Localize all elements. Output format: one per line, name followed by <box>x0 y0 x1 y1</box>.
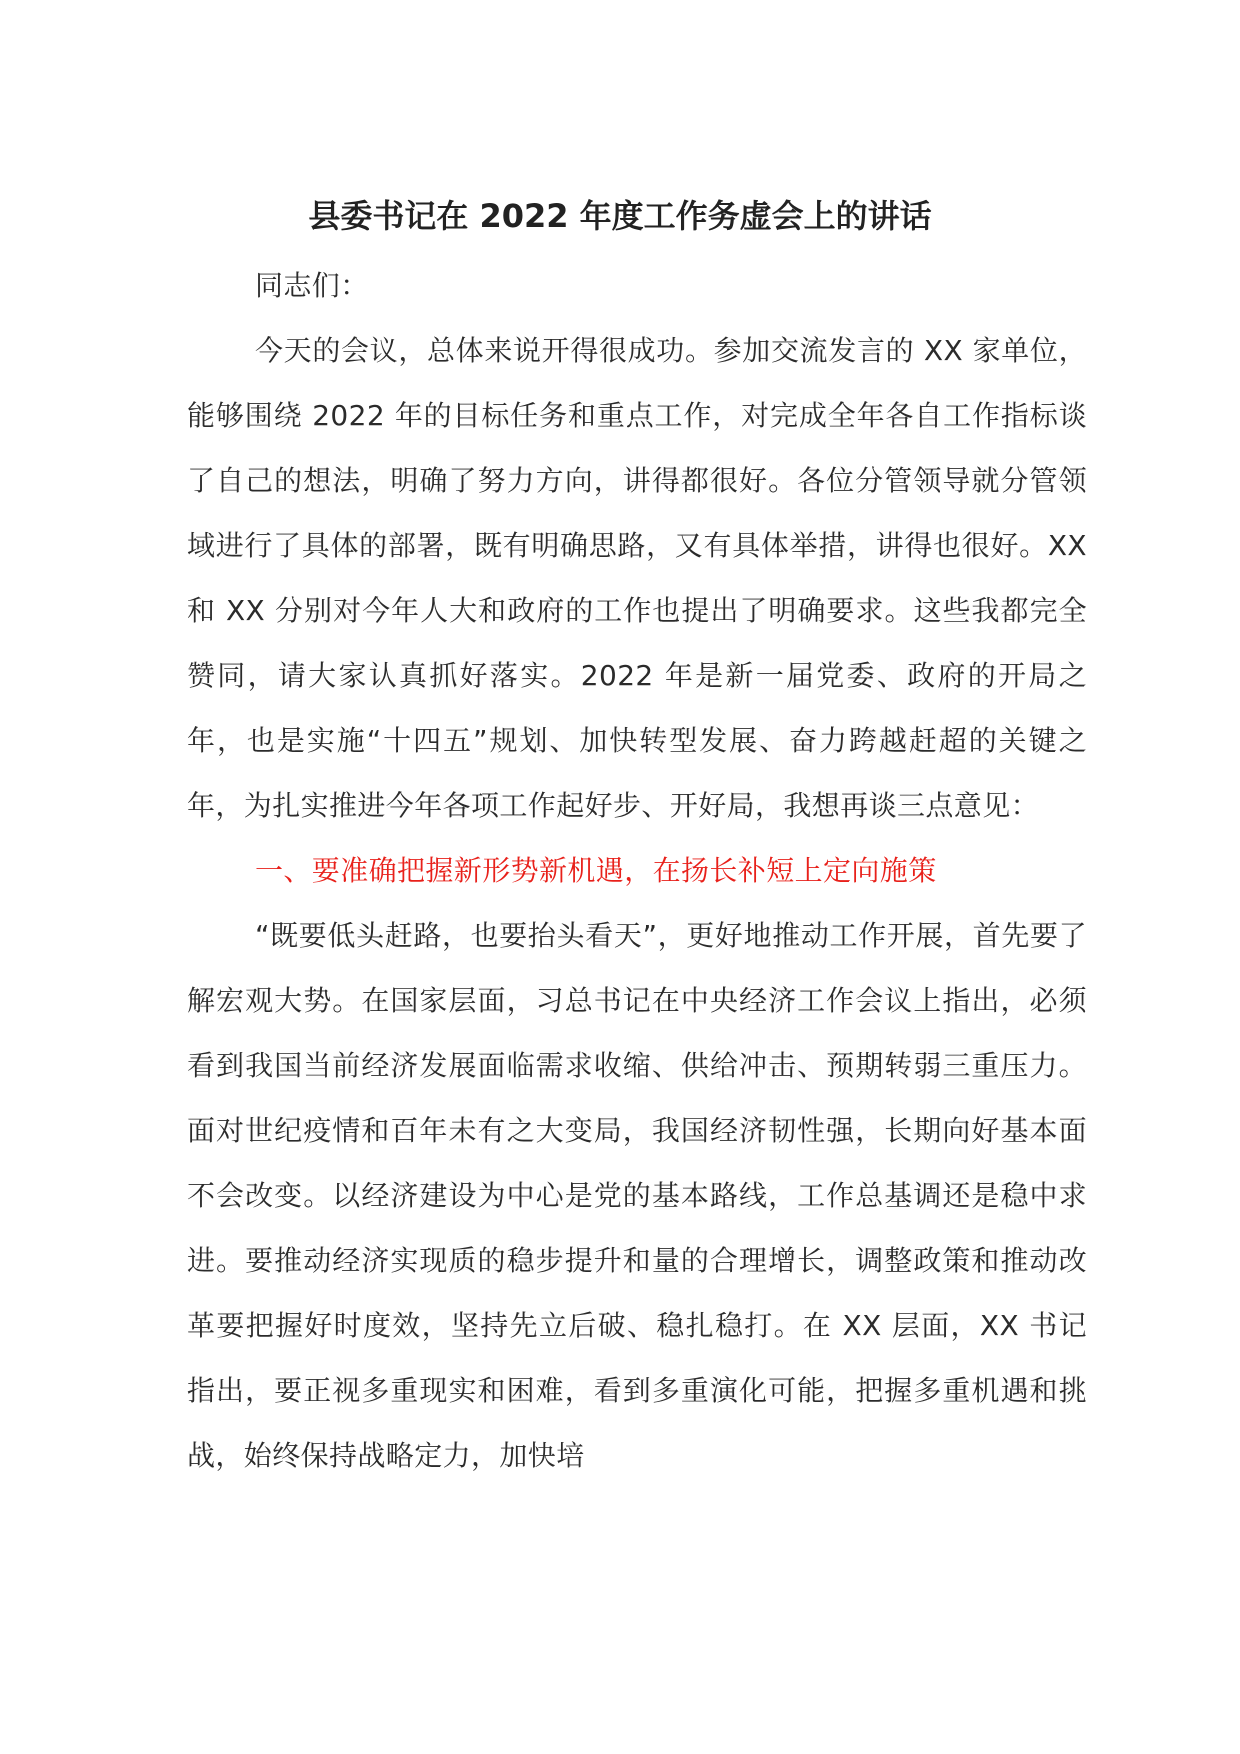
paragraph-section-1: “既要低头赶路，也要抬头看天”，更好地推动工作开展，首先要了解宏观大势。在国家层面，习总书记在中央经济工作会议上指出，必须看到我国当前经济发展面临需求收缩、供给冲击、预期转弱三重压力。面对世纪疫情和百年未有之大变局，我国经济韧性强，长期向好基本面不会改变。以经济建设为中心是党的基本路线，工作总基调还是稳中求进。要推动经济实现质的稳步提升和量的合理增长，调整政策和推动改革要把握好时度效，坚持先立后破、稳扎稳打。在 XX 层面，XX 书记指出，要正视多重现实和困难，看到多重演化可能，把握多重机遇和挑战，始终保持战略定力，加快培 <box>187 919 1087 1472</box>
paragraph-intro: 今天的会议，总体来说开得很成功。参加交流发言的 XX 家单位，能够围绕 2022 年的目标任务和重点工作，对完成全年各自工作指标谈了自己的想法，明确了努力方向，讲得都很好。各位分管领导就分管领域进行了具体的部署，既有明确思路，又有具体举措，讲得也很好。XX 和 XX 分别对今年人大和政府的工作也提出了明确要求。这些我都完全赞同，请大家认真抓好落实。2022 年是新一届党委、政府的开局之年，也是实施“十四五”规划、加快转型发展、奋力跨越赶超的关键之年，为扎实推进今年各项工作起好步、开好局，我想再谈三点意见： <box>187 334 1087 822</box>
section-heading-1: 一、要准确把握新形势新机遇，在扬长补短上定向施策 <box>255 854 937 887</box>
salutation: 同志们： <box>255 269 369 302</box>
document-title: 县委书记在 2022 年度工作务虚会上的讲话 <box>308 197 932 235</box>
document-body <box>187 253 1087 1488</box>
